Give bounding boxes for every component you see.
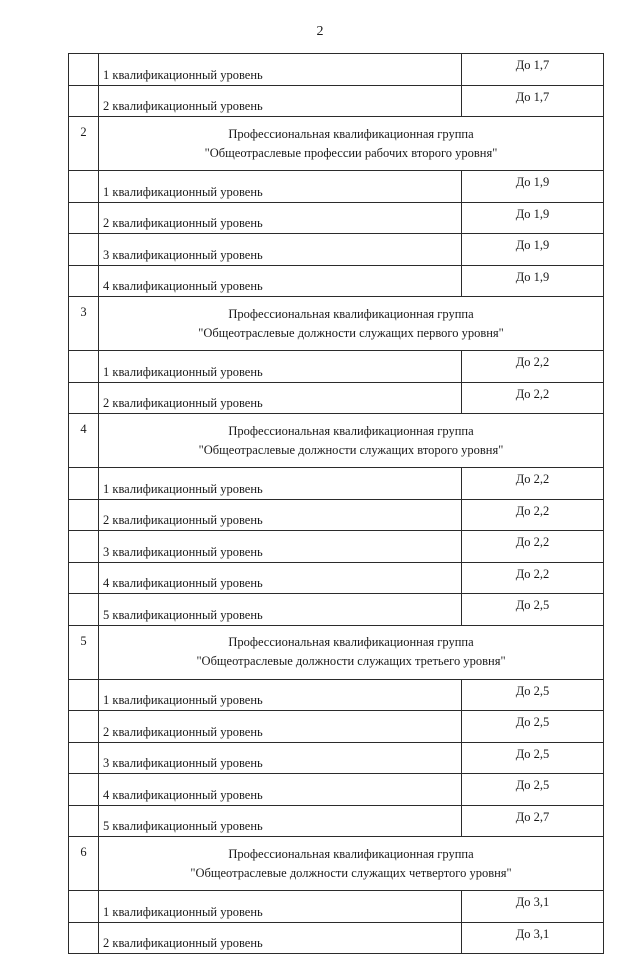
level-name: 5 квалификационный уровень	[99, 594, 462, 626]
group-title	[99, 117, 604, 171]
level-name: 2 квалификационный уровень	[99, 922, 462, 954]
group-title-line1: Профессиональная квалификационная группа	[228, 423, 474, 438]
level-row	[69, 234, 604, 266]
level-row	[69, 265, 604, 297]
group-title-line1: Профессиональная квалификационная группа	[228, 306, 474, 321]
level-name: 1 квалификационный уровень	[99, 468, 462, 500]
level-name: 2 квалификационный уровень	[99, 382, 462, 414]
level-name: 1 квалификационный уровень	[99, 54, 462, 86]
group-title	[99, 837, 604, 891]
number-cell-empty	[69, 171, 99, 203]
level-row	[69, 805, 604, 837]
coefficient-value: До 1,9	[462, 202, 604, 234]
group-title	[99, 297, 604, 351]
qualification-table	[68, 53, 604, 954]
coefficient-value: До 2,5	[462, 774, 604, 806]
number-cell-empty	[69, 679, 99, 711]
level-name: 1 квалификационный уровень	[99, 679, 462, 711]
coefficient-value: До 1,7	[462, 54, 604, 86]
table-body	[69, 54, 604, 954]
group-title-line2: "Общеотраслевые должности служащих третьего уровня"	[196, 654, 506, 668]
level-row	[69, 531, 604, 563]
level-row	[69, 679, 604, 711]
level-row	[69, 891, 604, 923]
number-cell-empty	[69, 234, 99, 266]
level-name: 5 квалификационный уровень	[99, 805, 462, 837]
coefficient-value: До 2,2	[462, 531, 604, 563]
group-title-line1: Профессиональная квалификационная группа	[228, 846, 474, 861]
coefficient-value: До 2,2	[462, 468, 604, 500]
number-cell-empty	[69, 265, 99, 297]
group-title-line2: "Общеотраслевые должности служащих четвертого уровня"	[190, 865, 512, 880]
level-name: 1 квалификационный уровень	[99, 351, 462, 383]
number-cell-empty	[69, 742, 99, 774]
number-cell-empty	[69, 531, 99, 563]
level-row	[69, 468, 604, 500]
group-number: 2	[69, 117, 99, 171]
coefficient-value: До 1,7	[462, 85, 604, 117]
level-name: 1 квалификационный уровень	[99, 891, 462, 923]
coefficient-value: До 2,5	[462, 742, 604, 774]
number-cell-empty	[69, 85, 99, 117]
level-row	[69, 922, 604, 954]
group-title-line2: "Общеотраслевые должности служащих второго уровня"	[198, 442, 504, 457]
group-row	[69, 837, 604, 891]
level-name: 4 квалификационный уровень	[99, 562, 462, 594]
group-title	[99, 414, 604, 468]
number-cell-empty	[69, 594, 99, 626]
coefficient-value: До 2,2	[462, 382, 604, 414]
level-name: 2 квалификационный уровень	[99, 202, 462, 234]
group-row	[69, 117, 604, 171]
number-cell-empty	[69, 202, 99, 234]
coefficient-value: До 1,9	[462, 171, 604, 203]
level-row	[69, 351, 604, 383]
level-row	[69, 774, 604, 806]
group-title-line1: Профессиональная квалификационная группа	[228, 635, 474, 649]
number-cell-empty	[69, 351, 99, 383]
level-name: 3 квалификационный уровень	[99, 234, 462, 266]
coefficient-value: До 2,2	[462, 351, 604, 383]
level-row	[69, 742, 604, 774]
coefficient-value: До 2,2	[462, 499, 604, 531]
group-title	[99, 625, 604, 679]
level-name: 3 квалификационный уровень	[99, 742, 462, 774]
coefficient-value: До 2,5	[462, 594, 604, 626]
number-cell-empty	[69, 891, 99, 923]
coefficient-value: До 2,2	[462, 562, 604, 594]
number-cell-empty	[69, 382, 99, 414]
level-row	[69, 85, 604, 117]
level-row	[69, 171, 604, 203]
level-name: 4 квалификационный уровень	[99, 265, 462, 297]
level-name: 1 квалификационный уровень	[99, 171, 462, 203]
level-row	[69, 711, 604, 743]
number-cell-empty	[69, 711, 99, 743]
coefficient-value: До 2,7	[462, 805, 604, 837]
number-cell-empty	[69, 468, 99, 500]
level-name: 2 квалификационный уровень	[99, 711, 462, 743]
coefficient-value: До 3,1	[462, 891, 604, 923]
level-name: 2 квалификационный уровень	[99, 85, 462, 117]
level-name: 2 квалификационный уровень	[99, 499, 462, 531]
group-number: 5	[69, 625, 99, 679]
number-cell-empty	[69, 54, 99, 86]
level-row	[69, 382, 604, 414]
level-row	[69, 54, 604, 86]
group-row	[69, 625, 604, 679]
number-cell-empty	[69, 774, 99, 806]
coefficient-value: До 3,1	[462, 922, 604, 954]
group-row	[69, 297, 604, 351]
group-title-line2: "Общеотраслевые профессии рабочих второго уровня"	[204, 145, 498, 160]
group-number: 6	[69, 837, 99, 891]
group-row	[69, 414, 604, 468]
coefficient-value: До 2,5	[462, 711, 604, 743]
coefficient-value: До 2,5	[462, 679, 604, 711]
level-name: 4 квалификационный уровень	[99, 774, 462, 806]
number-cell-empty	[69, 562, 99, 594]
group-title-line1: Профессиональная квалификационная группа	[228, 126, 474, 141]
coefficient-value: До 1,9	[462, 265, 604, 297]
number-cell-empty	[69, 922, 99, 954]
level-row	[69, 499, 604, 531]
group-number: 3	[69, 297, 99, 351]
level-row	[69, 594, 604, 626]
level-row	[69, 562, 604, 594]
page-number: 2	[316, 24, 324, 39]
number-cell-empty	[69, 499, 99, 531]
group-number: 4	[69, 414, 99, 468]
level-row	[69, 202, 604, 234]
level-name: 3 квалификационный уровень	[99, 531, 462, 563]
number-cell-empty	[69, 805, 99, 837]
coefficient-value: До 1,9	[462, 234, 604, 266]
group-title-line2: "Общеотраслевые должности служащих первого уровня"	[198, 325, 504, 340]
